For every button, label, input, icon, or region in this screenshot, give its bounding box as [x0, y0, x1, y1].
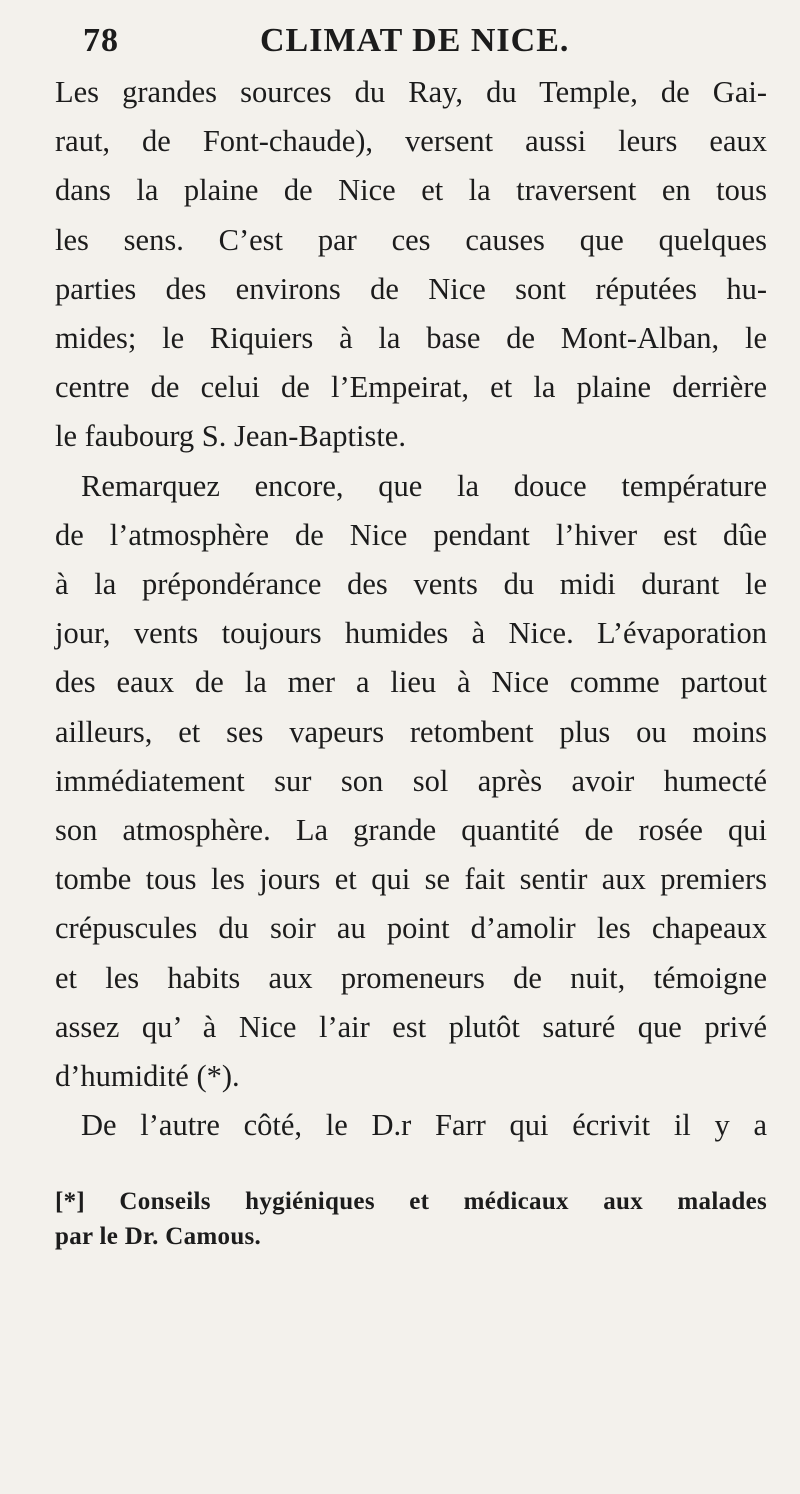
text-line: le faubourg S. Jean-Baptiste. [55, 419, 406, 454]
text-line: parties des environs de Nice sont réputées hu- [55, 271, 767, 306]
text-line: raut, de Font-chaude), versent aussi leurs eaux [55, 124, 767, 159]
text-line: son atmosphère. La grande quantité de rosée qui [55, 813, 767, 848]
text-line: jour, vents toujours humides à Nice. L’évaporation [55, 616, 767, 651]
text-line: à la prépondérance des vents du midi durant le [55, 567, 767, 602]
page-header [55, 0, 767, 66]
text-line: crépuscules du soir au point d’amolir les chapeaux [55, 911, 767, 946]
text-line: tombe tous les jours et qui se fait sentir aux premiers [55, 862, 767, 897]
text-line: Remarquez encore, que la douce température [81, 468, 767, 503]
text-line: ailleurs, et ses vapeurs retombent plus ou moins [55, 714, 767, 749]
text-line: mides; le Riquiers à la base de Mont-Alban, le [55, 321, 767, 356]
text-line: et les habits aux promeneurs de nuit, témoigne [55, 960, 767, 995]
text-line: centre de celui de l’Empeirat, et la plaine derrière [55, 370, 767, 405]
running-title: CLIMAT DE NICE. [260, 22, 570, 59]
text-line: De l’autre côté, le D.r Farr qui écrivit il y a [81, 1108, 767, 1143]
text-line: assez qu’ à Nice l’air est plutôt saturé que privé [55, 1009, 767, 1044]
text-line: de l’atmosphère de Nice pendant l’hiver est dûe [55, 517, 767, 552]
text-line: dans la plaine de Nice et la traversent en tous [55, 173, 767, 208]
footnote [55, 1184, 767, 1254]
text-line: Les grandes sources du Ray, du Temple, de Gai- [55, 75, 767, 109]
page-number: 78 [83, 22, 119, 59]
footnote-line: par le Dr. Camous. [55, 1223, 262, 1251]
footnote-line: [*] Conseils hygiéniques et médicaux aux malades [55, 1188, 767, 1216]
text-line: immédiatement sur son sol après avoir humecté [55, 763, 767, 798]
text-line: des eaux de la mer a lieu à Nice comme partout [55, 665, 767, 700]
text-line: d’humidité (*). [55, 1059, 240, 1094]
body-text [55, 68, 767, 1150]
text-line: les sens. C’est par ces causes que quelques [55, 222, 767, 257]
